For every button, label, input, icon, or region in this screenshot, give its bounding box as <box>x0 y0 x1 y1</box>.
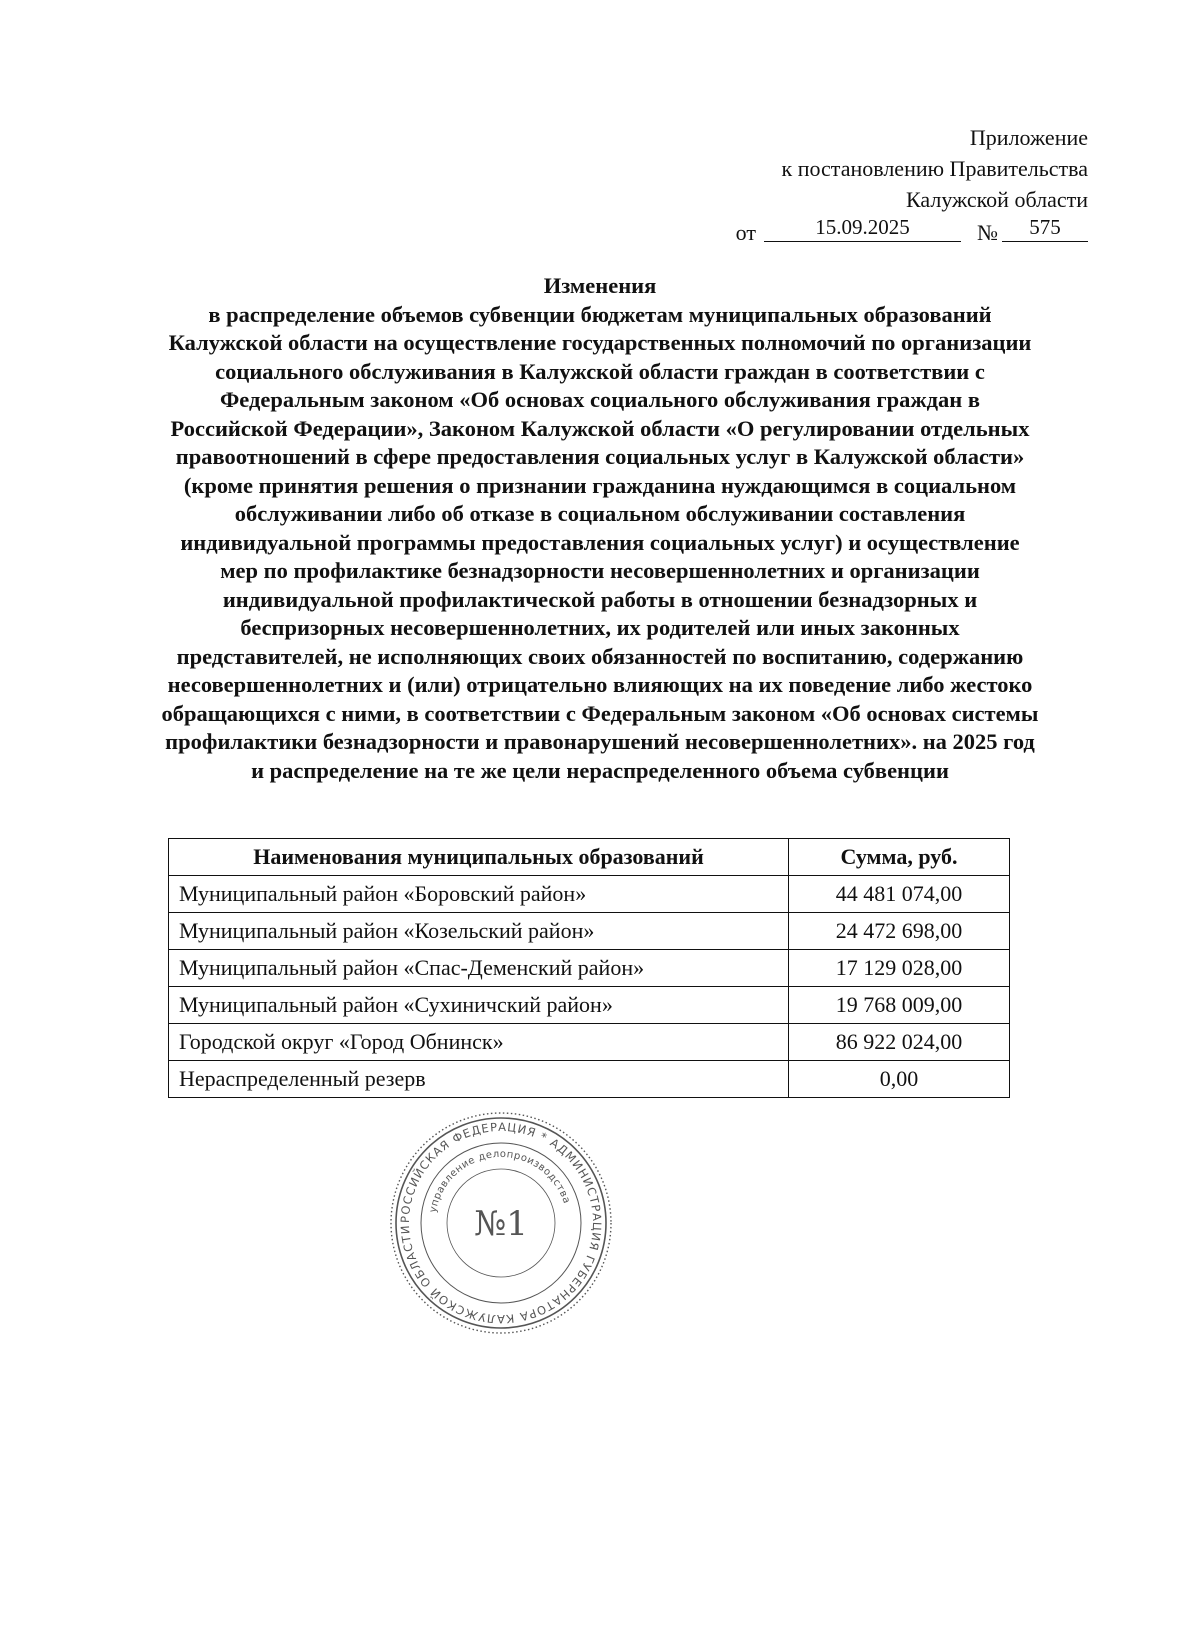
document-title <box>80 272 1120 785</box>
title-line: и распределение на те же цели нераспределенного объема субвенции <box>251 757 949 783</box>
title-line: профилактики безнадзорности и правонарушений несовершеннолетних». на 2025 год <box>165 729 1035 754</box>
title-line: индивидуальной программы предоставления социальных услуг) и осуществление <box>180 529 1020 555</box>
amount-cell: 86 922 024,00 <box>789 1024 1010 1061</box>
distribution-table <box>168 838 1010 1098</box>
number-label: № <box>977 220 998 245</box>
title-line: Федеральным законом «Об основах социального обслуживания граждан в <box>219 387 981 412</box>
title-line: социального обслуживания в Калужской области граждан в соответствии с <box>215 358 985 384</box>
title-line: обслуживании либо об отказе в социальном обслуживании составления <box>234 501 966 526</box>
municipality-cell: Муниципальный район «Сухиничский район» <box>169 987 789 1024</box>
municipality-cell: Нераспределенный резерв <box>169 1061 789 1098</box>
seal-center-number: №1 <box>474 1204 528 1244</box>
seal-icon <box>386 1108 616 1338</box>
decree-reference: к постановлению Правительства <box>781 156 1088 181</box>
date-label: от <box>735 220 756 245</box>
title-line: Российской Федерации», Законом Калужской области «О регулировании отдельных <box>170 415 1030 441</box>
amount-cell: 0,00 <box>789 1061 1010 1098</box>
title-line: беспризорных несовершеннолетних, их родителей или иных законных <box>240 615 960 640</box>
table-row <box>169 1061 1010 1098</box>
title-line: (кроме принятия решения о признании гражданина нуждающимся в социальном <box>183 472 1017 498</box>
date-value: 15.09.2025 <box>764 215 961 242</box>
number-value: 575 <box>1002 215 1088 242</box>
table-row <box>169 987 1010 1024</box>
official-seal <box>386 1108 616 1338</box>
column-header-municipality: Наименования муниципальных образований <box>169 839 789 876</box>
table-row <box>169 876 1010 913</box>
date-number-row <box>735 215 1088 246</box>
title-line: несовершеннолетних и (или) отрицательно влияющих на их поведение либо жестоко <box>167 672 1033 697</box>
seal-ring-text: РОССИЙСКАЯ ФЕДЕРАЦИЯ * АДМИНИСТРАЦИЯ ГУБЕРНАТОРА КАЛУЖСКОЙ ОБЛАСТИ <box>397 1119 605 1327</box>
seal-inner-text: управление делопроизводства <box>427 1148 572 1214</box>
table-header-row <box>169 839 1010 876</box>
region-name: Калужской области <box>906 187 1088 212</box>
municipality-cell: Городской округ «Город Обнинск» <box>169 1024 789 1061</box>
municipality-cell: Муниципальный район «Спас-Деменский район» <box>169 950 789 987</box>
amount-cell: 19 768 009,00 <box>789 987 1010 1024</box>
table-row <box>169 913 1010 950</box>
title-line: в распределение объемов субвенции бюджетам муниципальных образований <box>208 301 992 327</box>
table-row <box>169 1024 1010 1061</box>
title-line: правоотношений в сфере предоставления социальных услуг в Калужской области» <box>175 444 1025 469</box>
appendix-header <box>735 122 1088 246</box>
municipality-cell: Муниципальный район «Боровский район» <box>169 876 789 913</box>
table-row <box>169 950 1010 987</box>
appendix-label: Приложение <box>969 125 1088 150</box>
column-header-amount: Сумма, руб. <box>789 839 1010 876</box>
title-line: индивидуальной профилактической работы в отношении безнадзорных и <box>222 586 978 612</box>
municipality-cell: Муниципальный район «Козельский район» <box>169 913 789 950</box>
title-heading: Изменения <box>543 273 657 298</box>
amount-cell: 24 472 698,00 <box>789 913 1010 950</box>
amount-cell: 44 481 074,00 <box>789 876 1010 913</box>
title-line: Калужской области на осуществление государственных полномочий по организации <box>168 330 1032 355</box>
title-line: мер по профилактике безнадзорности несовершеннолетних и организации <box>220 558 980 583</box>
title-line: обращающихся с ними, в соответствии с Федеральным законом «Об основах системы <box>161 700 1039 726</box>
title-line: представителей, не исполняющих своих обязанностей по воспитанию, содержанию <box>176 643 1024 669</box>
amount-cell: 17 129 028,00 <box>789 950 1010 987</box>
